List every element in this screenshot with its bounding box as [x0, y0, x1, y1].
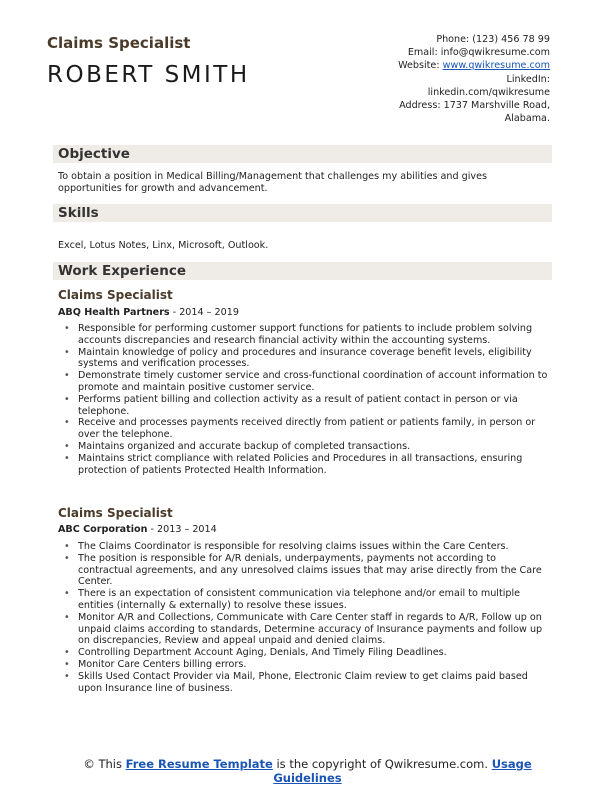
- list-item: • Skills Used Contact Provider via Mail, Phone, Electronic Claim review to get claims paid based upon Insurance line of business.: [58, 671, 552, 695]
- job-2-company-line: [58, 524, 217, 535]
- contact-website-label: Website:: [398, 60, 443, 72]
- list-item: • Maintain knowledge of policy and procedures and insurance coverage benefit levels, eligibility systems and verification processes.: [58, 347, 552, 371]
- job-1-title: Claims Specialist: [58, 288, 173, 302]
- skills-title: Skills: [58, 205, 99, 221]
- work-experience-section-header: [53, 262, 552, 280]
- job-2-dates: - 2013 – 2014: [147, 524, 217, 535]
- free-resume-template-link[interactable]: Free Resume Template: [125, 757, 273, 771]
- skills-text: Excel, Lotus Notes, Linx, Microsoft, Outlook.: [58, 240, 269, 251]
- job-1-dates: - 2014 – 2019: [169, 307, 239, 318]
- list-item: • Monitor A/R and Collections, Communicate with Care Center staff in regards to A/R, Follow up on unpaid claims according to standards, Determine accuracy of Insurance payments and follow up on discrepancies, Review and appeal unpaid and denied claims.: [58, 612, 552, 647]
- job-2-title: Claims Specialist: [58, 506, 173, 520]
- list-item: • The position is responsible for A/R denials, underpayments, payments not according to contractual agreements, and any unresolved claims issues that may arise directly from the Care Center.: [58, 553, 552, 588]
- job-1-company: ABQ Health Partners: [58, 307, 170, 318]
- job-1-company-line: [58, 307, 239, 318]
- list-item: • Maintains strict compliance with related Policies and Procedures in all transactions, ensuring protection of patients Protected Health Information.: [58, 453, 552, 477]
- list-item: • Demonstrate timely customer service and cross-functional coordination of account information to promote and maintain positive customer service.: [58, 370, 552, 394]
- list-item: • Receive and processes payments received directly from patient or patients family, in person or over the telephone.: [58, 417, 552, 441]
- contact-address-line1: Address: 1737 Marshville Road,: [399, 100, 550, 112]
- header-job-title: Claims Specialist: [47, 34, 191, 52]
- job-2-bullets: [58, 541, 552, 694]
- usage-guidelines-link[interactable]: Usage Guidelines: [273, 757, 532, 785]
- skills-section-header: [53, 204, 552, 222]
- list-item: • Monitor Care Centers billing errors.: [58, 659, 552, 671]
- contact-address-line2: Alabama.: [504, 113, 550, 125]
- list-item: • The Claims Coordinator is responsible for resolving claims issues within the Care Centers.: [58, 541, 552, 553]
- contact-website: [310, 59, 550, 72]
- list-item: • Controlling Department Account Aging, Denials, And Timely Filing Deadlines.: [58, 647, 552, 659]
- website-link[interactable]: www.qwikresume.com: [442, 60, 550, 72]
- contact-linkedin-value: linkedin.com/qwikresume: [427, 86, 550, 98]
- footer-prefix: © This: [83, 757, 126, 771]
- job-1-bullets: [58, 323, 552, 476]
- list-item: • Performs patient billing and collection activity as a result of patient contact in person or via telephone.: [58, 394, 552, 418]
- candidate-name: ROBERT SMITH: [47, 62, 250, 88]
- objective-text: To obtain a position in Medical Billing/Management that challenges my abilities and gives opportunities for growth and advancement.: [58, 171, 487, 194]
- objective-title: Objective: [58, 146, 130, 162]
- list-item: • Responsible for performing customer support functions for patients to include problem solving accounts discrepancies and research financial activity within the accounting systems.: [58, 323, 552, 347]
- contact-phone: Phone: (123) 456 78 99: [436, 34, 550, 45]
- footer-middle: is the copyright of Qwikresume.com.: [272, 757, 492, 771]
- work-experience-title: Work Experience: [58, 263, 186, 279]
- list-item: • There is an expectation of consistent communication via telephone and/or email to multiple entities (internally & externally) to resolve these issues.: [58, 588, 552, 612]
- job-2-company: ABC Corporation: [58, 524, 148, 535]
- objective-section-header: [53, 145, 552, 163]
- contact-email: Email: info@qwikresume.com: [407, 47, 550, 59]
- footer-copyright: [80, 757, 535, 785]
- list-item: • Maintains organized and accurate backup of completed transactions.: [58, 441, 552, 453]
- contact-block: [310, 33, 550, 125]
- contact-linkedin-label: LinkedIn:: [506, 73, 550, 85]
